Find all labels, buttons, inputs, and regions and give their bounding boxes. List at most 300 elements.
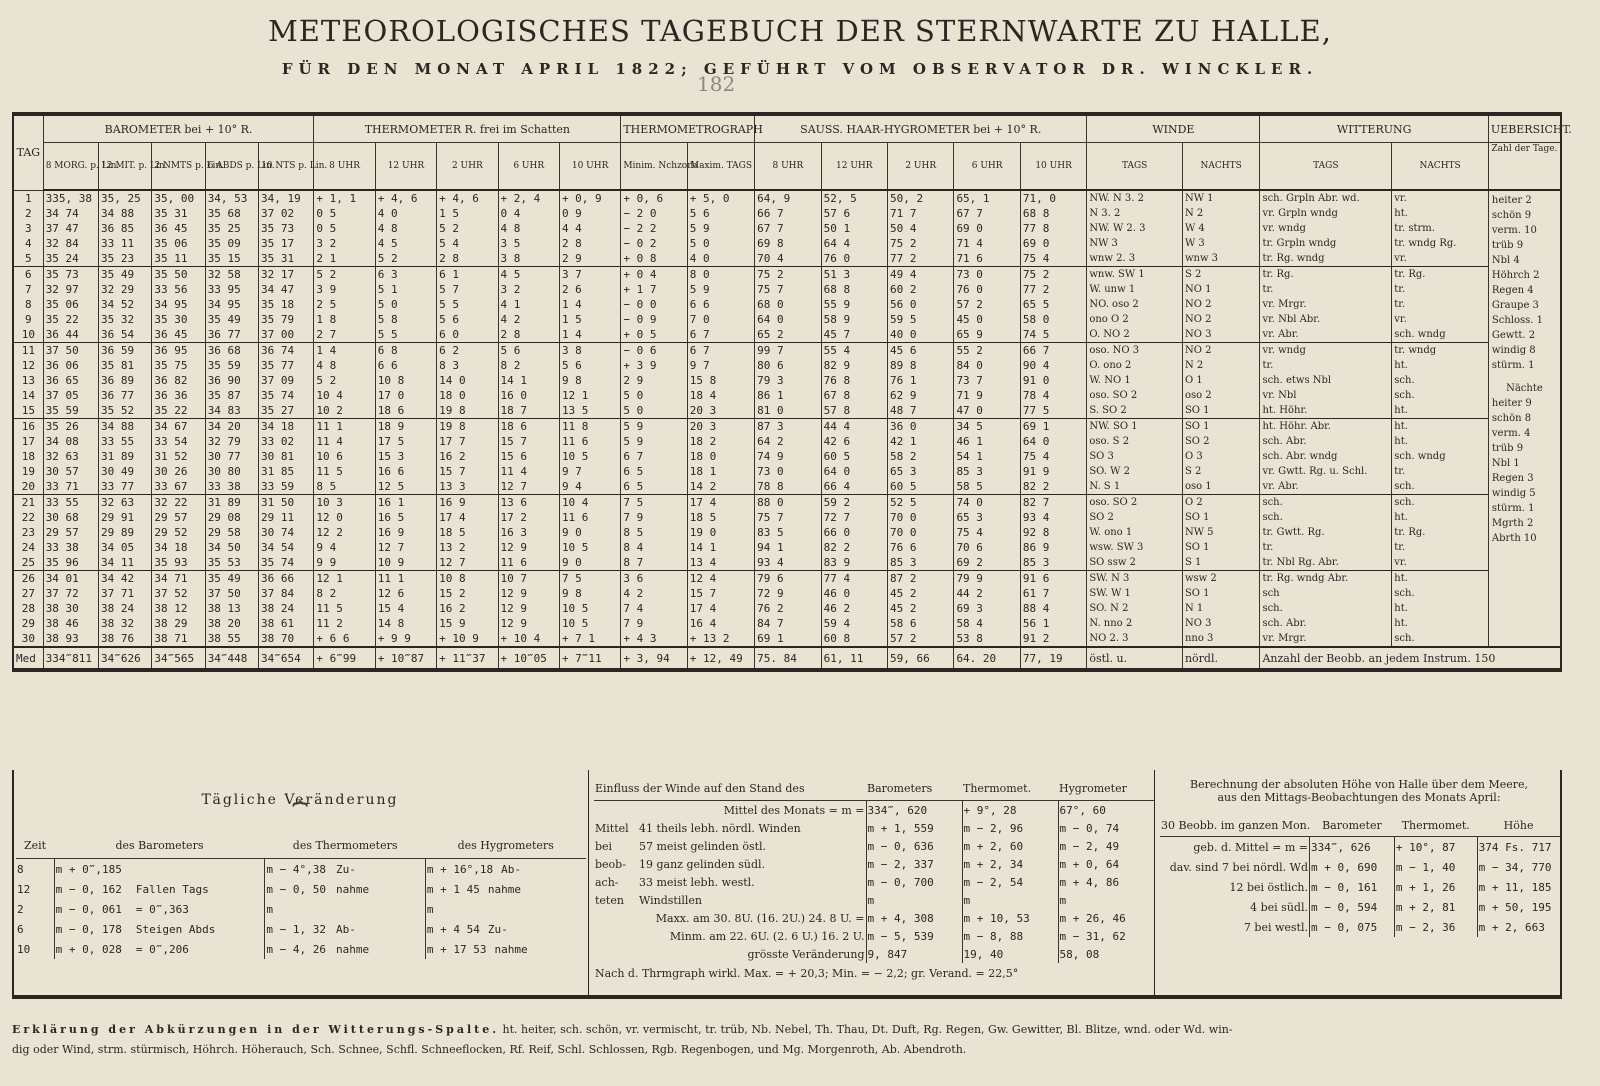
cell: N 2 [1182,206,1260,221]
cell: 35 32 [99,312,152,327]
daily-baro-note: = 0‴,363 [135,902,189,916]
overview-day-count: schön 9 [1491,210,1532,221]
cell: oso. SO 2 [1087,495,1183,511]
cell: 12 6 [375,586,436,601]
cell: 27 [13,586,43,601]
cell: 85 3 [1020,555,1086,571]
cell: 34 5 [954,419,1020,435]
height-row [1160,837,1560,858]
winds-night-header: NACHTS [1182,143,1260,191]
cell: vr. [1392,555,1489,571]
cell: 8 0 [687,267,754,283]
daily-head-time: Zeit [16,832,54,859]
cell: 55 4 [821,343,887,359]
cell: 29 89 [99,525,152,540]
cell: 31 52 [152,449,205,464]
cell: N 1 [1182,601,1260,616]
cell: 36 65 [43,373,98,388]
cell: sch. [1260,601,1392,616]
cell: vr. Abr. [1260,479,1392,495]
cell: 10 3 [314,495,375,511]
cell: 35 59 [205,358,258,373]
cell: 5 7 [437,282,498,297]
cell: + 13 2 [687,631,754,647]
cell: 34 50 [205,540,258,555]
table-row [13,297,1561,312]
height-head-thermo: Thermomet. [1394,814,1477,837]
height-row-value: m − 2, 36 [1394,917,1477,937]
cell: 17 0 [375,388,436,403]
baro-10-header: 10 NTS p. Lin. [259,143,314,191]
cell: wnw 3 [1182,251,1260,267]
cell: 38 24 [259,601,314,616]
cell: 16 3 [498,525,559,540]
cell: 37 09 [259,373,314,388]
cell: NW 1 [1182,190,1260,206]
cell: 9 7 [559,464,620,479]
daily-thermo [265,919,426,939]
wind-row-value: m − 31, 62 [1058,927,1154,945]
cell: 6 [13,267,43,283]
daily-hygro [425,899,586,919]
cell: 10 4 [314,388,375,403]
cell: 6 7 [687,343,754,359]
daily-baro [54,919,265,939]
cell: 13 5 [559,403,620,419]
daily-baro-value: m − 0, 162 [55,882,122,896]
cell: 64 4 [821,236,887,251]
cell: SO 1 [1182,419,1260,435]
observation-table [12,112,1572,672]
cell: 33 55 [43,495,98,511]
cell: 12 7 [375,540,436,555]
cell: + 0 4 [621,267,687,283]
cell: tr. [1260,540,1392,555]
height-row-value: m + 0, 690 [1309,857,1394,877]
cell: 32 17 [259,267,314,283]
cell: 11 5 [314,601,375,616]
table-row [13,236,1561,251]
daily-baro-note: Steigen Abds [135,922,216,936]
cell: 33 02 [259,434,314,449]
cell: 93 4 [1020,510,1086,525]
weather-night-header: NACHTS [1392,143,1489,191]
cell: 73 0 [954,267,1020,283]
overview-day-count: trüb 9 [1491,240,1524,251]
cell: 10 9 [375,555,436,571]
thermo-2-header: 2 UHR [437,143,498,191]
wind-row-value: 67°, 60 [1058,801,1154,820]
winds-header: WINDE [1087,114,1260,143]
cell: tr. Rg. [1260,267,1392,283]
cell: NW. SO 1 [1087,419,1183,435]
cell: 5 2 [314,373,375,388]
cell: 3 2 [314,236,375,251]
cell: 10 2 [314,403,375,419]
cell: 37 71 [99,586,152,601]
observation-rows [13,190,1561,670]
cell: 6 6 [375,358,436,373]
cell: 36 90 [205,373,258,388]
medium-wind-day: östl. u. [1087,647,1183,670]
cell: 46 0 [821,586,887,601]
daily-baro-value: m − 0, 061 [55,902,122,916]
cell: vr. Gwtt. Rg. u. Schl. [1260,464,1392,479]
cell: 9 9 [314,555,375,571]
cell: 61 7 [1020,586,1086,601]
cell: 34 01 [43,571,98,587]
cell: 34 20 [205,419,258,435]
cell: 10 4 [559,495,620,511]
daily-change-table [16,832,586,959]
daily-row [16,879,586,899]
overview-day-count: verm. 10 [1491,225,1537,236]
wind-head-hygro: Hygrometer [1058,776,1154,801]
cell: 71 7 [888,206,954,221]
overview-night-count: Regen 3 [1491,473,1534,484]
height-row-value: m − 1, 40 [1394,857,1477,877]
cell: 34 67 [152,419,205,435]
wind-row-value: 9, 847 [866,945,962,963]
cell: 38 30 [43,601,98,616]
cell: 36 95 [152,343,205,359]
daily-baro [54,879,265,899]
cell: 13 6 [498,495,559,511]
daily-row [16,939,586,959]
medium-row [13,647,1561,670]
cell: 35 50 [152,267,205,283]
cell: NO 2 [1182,312,1260,327]
cell: 30 26 [152,464,205,479]
cell: 3 7 [559,267,620,283]
wind-row [594,927,1154,945]
cell: 74 9 [755,449,821,464]
cell: 31 85 [259,464,314,479]
cell: + 0, 6 [621,190,687,206]
height-row-label: 12 bei östlich. [1229,880,1308,894]
height-row-label: 4 bei südl. [1250,900,1308,914]
daily-row [16,859,586,880]
cell: 15 6 [498,449,559,464]
cell: 16 2 [437,601,498,616]
cell: 32 58 [205,267,258,283]
cell: sch. [1392,586,1489,601]
cell: 94 1 [755,540,821,555]
cell: 75 2 [755,267,821,283]
cell: 14 8 [375,616,436,631]
cell: ht. [1392,206,1489,221]
cell: 7 [13,282,43,297]
cell: sch. [1260,510,1392,525]
cell: 69 2 [954,555,1020,571]
cell: 35 73 [43,267,98,283]
cell: 51 3 [821,267,887,283]
height-row-value: + 10°, 87 [1394,837,1477,858]
cell: 13 [13,373,43,388]
table-row [13,403,1561,419]
cell: 34, 53 [205,190,258,206]
cell: 5 9 [687,221,754,236]
cell: 36 44 [43,327,98,343]
cell: 13 4 [687,555,754,571]
cell: 35 53 [205,555,258,571]
cell: 3 [13,221,43,236]
cell: 4 0 [687,251,754,267]
cell: 33 11 [99,236,152,251]
cell: 16 2 [437,449,498,464]
hygro-6-header: 6 UHR [954,143,1020,191]
cell: 77 2 [1020,282,1086,297]
cell: 1 [13,190,43,206]
daily-hygro [425,939,586,959]
cell: SO. W 2 [1087,464,1183,479]
cell: vr. Mrgr. [1260,631,1392,647]
cell: 0 4 [498,206,559,221]
height-row-value: m − 0, 161 [1309,877,1394,897]
cell: 92 8 [1020,525,1086,540]
cell: + 4 3 [621,631,687,647]
cell: ht. Höhr. Abr. [1260,419,1392,435]
cell: 52 5 [888,495,954,511]
cell: 67 8 [821,388,887,403]
cell: sch. Grpln Abr. wd. [1260,190,1392,206]
cell: 35 73 [259,221,314,236]
overview-day-count: Gewtt. 2 [1491,330,1536,341]
height-row-value: m − 34, 770 [1477,857,1560,877]
wind-row [594,945,1154,963]
cell: 12 7 [498,479,559,495]
group-header-row [13,114,1561,143]
cell: 5 0 [687,236,754,251]
cell: sch. [1392,631,1489,647]
cell: wnw 2. 3 [1087,251,1183,267]
cell: 6 7 [687,327,754,343]
weather-day-header: TAGS [1260,143,1392,191]
cell: 2 5 [314,297,375,312]
cell: 5 2 [375,251,436,267]
table-row [13,586,1561,601]
height-title: Berechnung der absoluten Höhe von Halle über dem Meere, [1189,778,1529,791]
cell: 2 1 [314,251,375,267]
cell: 79 6 [755,571,821,587]
cell: 81 0 [755,403,821,419]
cell: 87 2 [888,571,954,587]
cell: 32 63 [99,495,152,511]
cell: ono O 2 [1087,312,1183,327]
cell: 35, 25 [99,190,152,206]
cell: 4 5 [498,267,559,283]
cell: 84 7 [755,616,821,631]
wind-row-value: m − 0, 636 [866,837,962,855]
cell: 9 4 [314,540,375,555]
cell: 34 08 [43,434,98,449]
cell: 35 06 [43,297,98,312]
medium-value: 34‴448 [205,647,258,670]
cell: 11 4 [498,464,559,479]
cell: 30 68 [43,510,98,525]
cell: 12 7 [437,555,498,571]
daily-head-thermo: des Thermometers [265,832,426,859]
cell: 2 8 [559,236,620,251]
cell: 91 0 [1020,373,1086,388]
cell: 49 4 [888,267,954,283]
cell: 17 2 [498,510,559,525]
daily-thermo-note: nahme [335,882,370,896]
cell: + 6 6 [314,631,375,647]
cell: 87 3 [755,419,821,435]
divider [1154,770,1155,995]
cell: ht. [1392,358,1489,373]
cell: 32 79 [205,434,258,449]
height-row-value: m − 0, 594 [1309,897,1394,917]
cell: 18 6 [498,419,559,435]
cell: 35 09 [205,236,258,251]
cell: 15 7 [437,464,498,479]
cell: 34 52 [99,297,152,312]
table-row [13,631,1561,647]
cell: tr. [1392,297,1489,312]
wind-row-value: m + 4, 308 [866,909,962,927]
cell: 35 87 [205,388,258,403]
wind-row-desc: Maxx. am 30. 8U. (16. 2U.) 24. 8 U. = [655,911,865,925]
cell: 45 6 [888,343,954,359]
cell: 67 7 [755,221,821,236]
cell: 34 71 [152,571,205,587]
cell: 36 36 [152,388,205,403]
daily-baro [54,859,265,880]
cell: 10 5 [559,601,620,616]
daily-hygro [425,919,586,939]
cell: 54 1 [954,449,1020,464]
cell: 8 2 [498,358,559,373]
wind-head-title: Einfluss der Winde auf den Stand des [594,776,866,801]
cell: 335, 38 [43,190,98,206]
cell: 36 66 [259,571,314,587]
cell: SO 1 [1182,403,1260,419]
wind-row [594,801,1154,820]
cell: 72 7 [821,510,887,525]
cell: 70 6 [954,540,1020,555]
wind-row-desc: 19 ganz gelinden südl. [639,857,766,871]
cell: 14 1 [498,373,559,388]
cell: 50, 2 [888,190,954,206]
cell: 12 1 [559,388,620,403]
baro-12-header: 12 MIT. p. Lin. [99,143,152,191]
wind-row-label: bei [595,839,613,853]
cell: 10 7 [498,571,559,587]
height-row [1160,857,1560,877]
overview-day-count: Höhrch 2 [1491,270,1540,281]
cell: SO 1 [1182,540,1260,555]
table-row [13,221,1561,236]
daily-thermo-note: Zu- [335,862,356,876]
cell: 17 7 [437,434,498,449]
cell: 16 5 [375,510,436,525]
cell: 65 9 [954,327,1020,343]
cell: vr. Grpln wndg [1260,206,1392,221]
cell: − 2 2 [621,221,687,236]
cell: 37 00 [259,327,314,343]
cell: sch. Abr. [1260,616,1392,631]
cell: 18 0 [687,449,754,464]
medium-label: Med [13,647,43,670]
cell: 1 5 [559,312,620,327]
cell: 35 59 [43,403,98,419]
baro-6-header: 6 ABDS p. Lin. [205,143,258,191]
cell: 2 7 [314,327,375,343]
cell: ht. [1392,601,1489,616]
height-calc-rows [1160,837,1560,938]
wind-row [594,891,1154,909]
cell: 82 2 [1020,479,1086,495]
count-header: Zahl der Tage. [1488,143,1561,191]
cell: 85 3 [888,555,954,571]
cell: 35 75 [152,358,205,373]
wind-row-value: m + 0, 64 [1058,855,1154,873]
cell: 2 6 [559,282,620,297]
cell: 85 3 [954,464,1020,479]
cell: 6 8 [375,343,436,359]
cell: 34 47 [259,282,314,297]
legend-label: Erklärung der Abkürzungen in der Witterungs-Spalte. [12,1023,500,1036]
daily-hygro-value: m [426,902,434,916]
cell: 9 0 [559,555,620,571]
cell: 35, 00 [152,190,205,206]
cell: 11 4 [314,434,375,449]
cell: 35 06 [152,236,205,251]
cell: 21 [13,495,43,511]
wind-row-label: Mittel [595,821,629,835]
cell: 38 46 [43,616,98,631]
table-row [13,190,1561,206]
cell: S 1 [1182,555,1260,571]
cell: 64 0 [1020,434,1086,449]
cell: 9 8 [559,373,620,388]
wind-row-desc: Minm. am 22. 6U. (2. 6 U.) 16. 2 U. [669,929,865,943]
cell: + 10 9 [437,631,498,647]
cell: vr. Nbl Abr. [1260,312,1392,327]
cell: − 0 6 [621,343,687,359]
cell: 57 8 [821,403,887,419]
cell: 66 7 [755,206,821,221]
cell: 35 77 [259,358,314,373]
wind-row-label [594,909,638,927]
cell: 73 7 [954,373,1020,388]
cell: 34 05 [99,540,152,555]
cell: 59 2 [821,495,887,511]
wind-row-label: teten [595,893,624,907]
cell: 34 88 [99,206,152,221]
cell: 5 1 [375,282,436,297]
height-row-value: m + 11, 185 [1477,877,1560,897]
cell: 18 5 [437,525,498,540]
cell: 3 2 [498,282,559,297]
cell: 5 5 [437,297,498,312]
cell: 4 0 [375,206,436,221]
cell: 68 0 [755,297,821,312]
cell: 8 5 [621,525,687,540]
cell: 36 45 [152,327,205,343]
cell: − 2 0 [621,206,687,221]
cell: 13 2 [437,540,498,555]
medium-observation-count: Anzahl der Beobb. an jedem Instrum. 150 [1260,647,1561,670]
daily-head-baro: des Barometers [54,832,265,859]
cell: 5 6 [498,343,559,359]
cell: 18 9 [375,419,436,435]
cell: 5 8 [375,312,436,327]
cell: 33 71 [43,479,98,495]
cell: NW. N 3. 2 [1087,190,1183,206]
